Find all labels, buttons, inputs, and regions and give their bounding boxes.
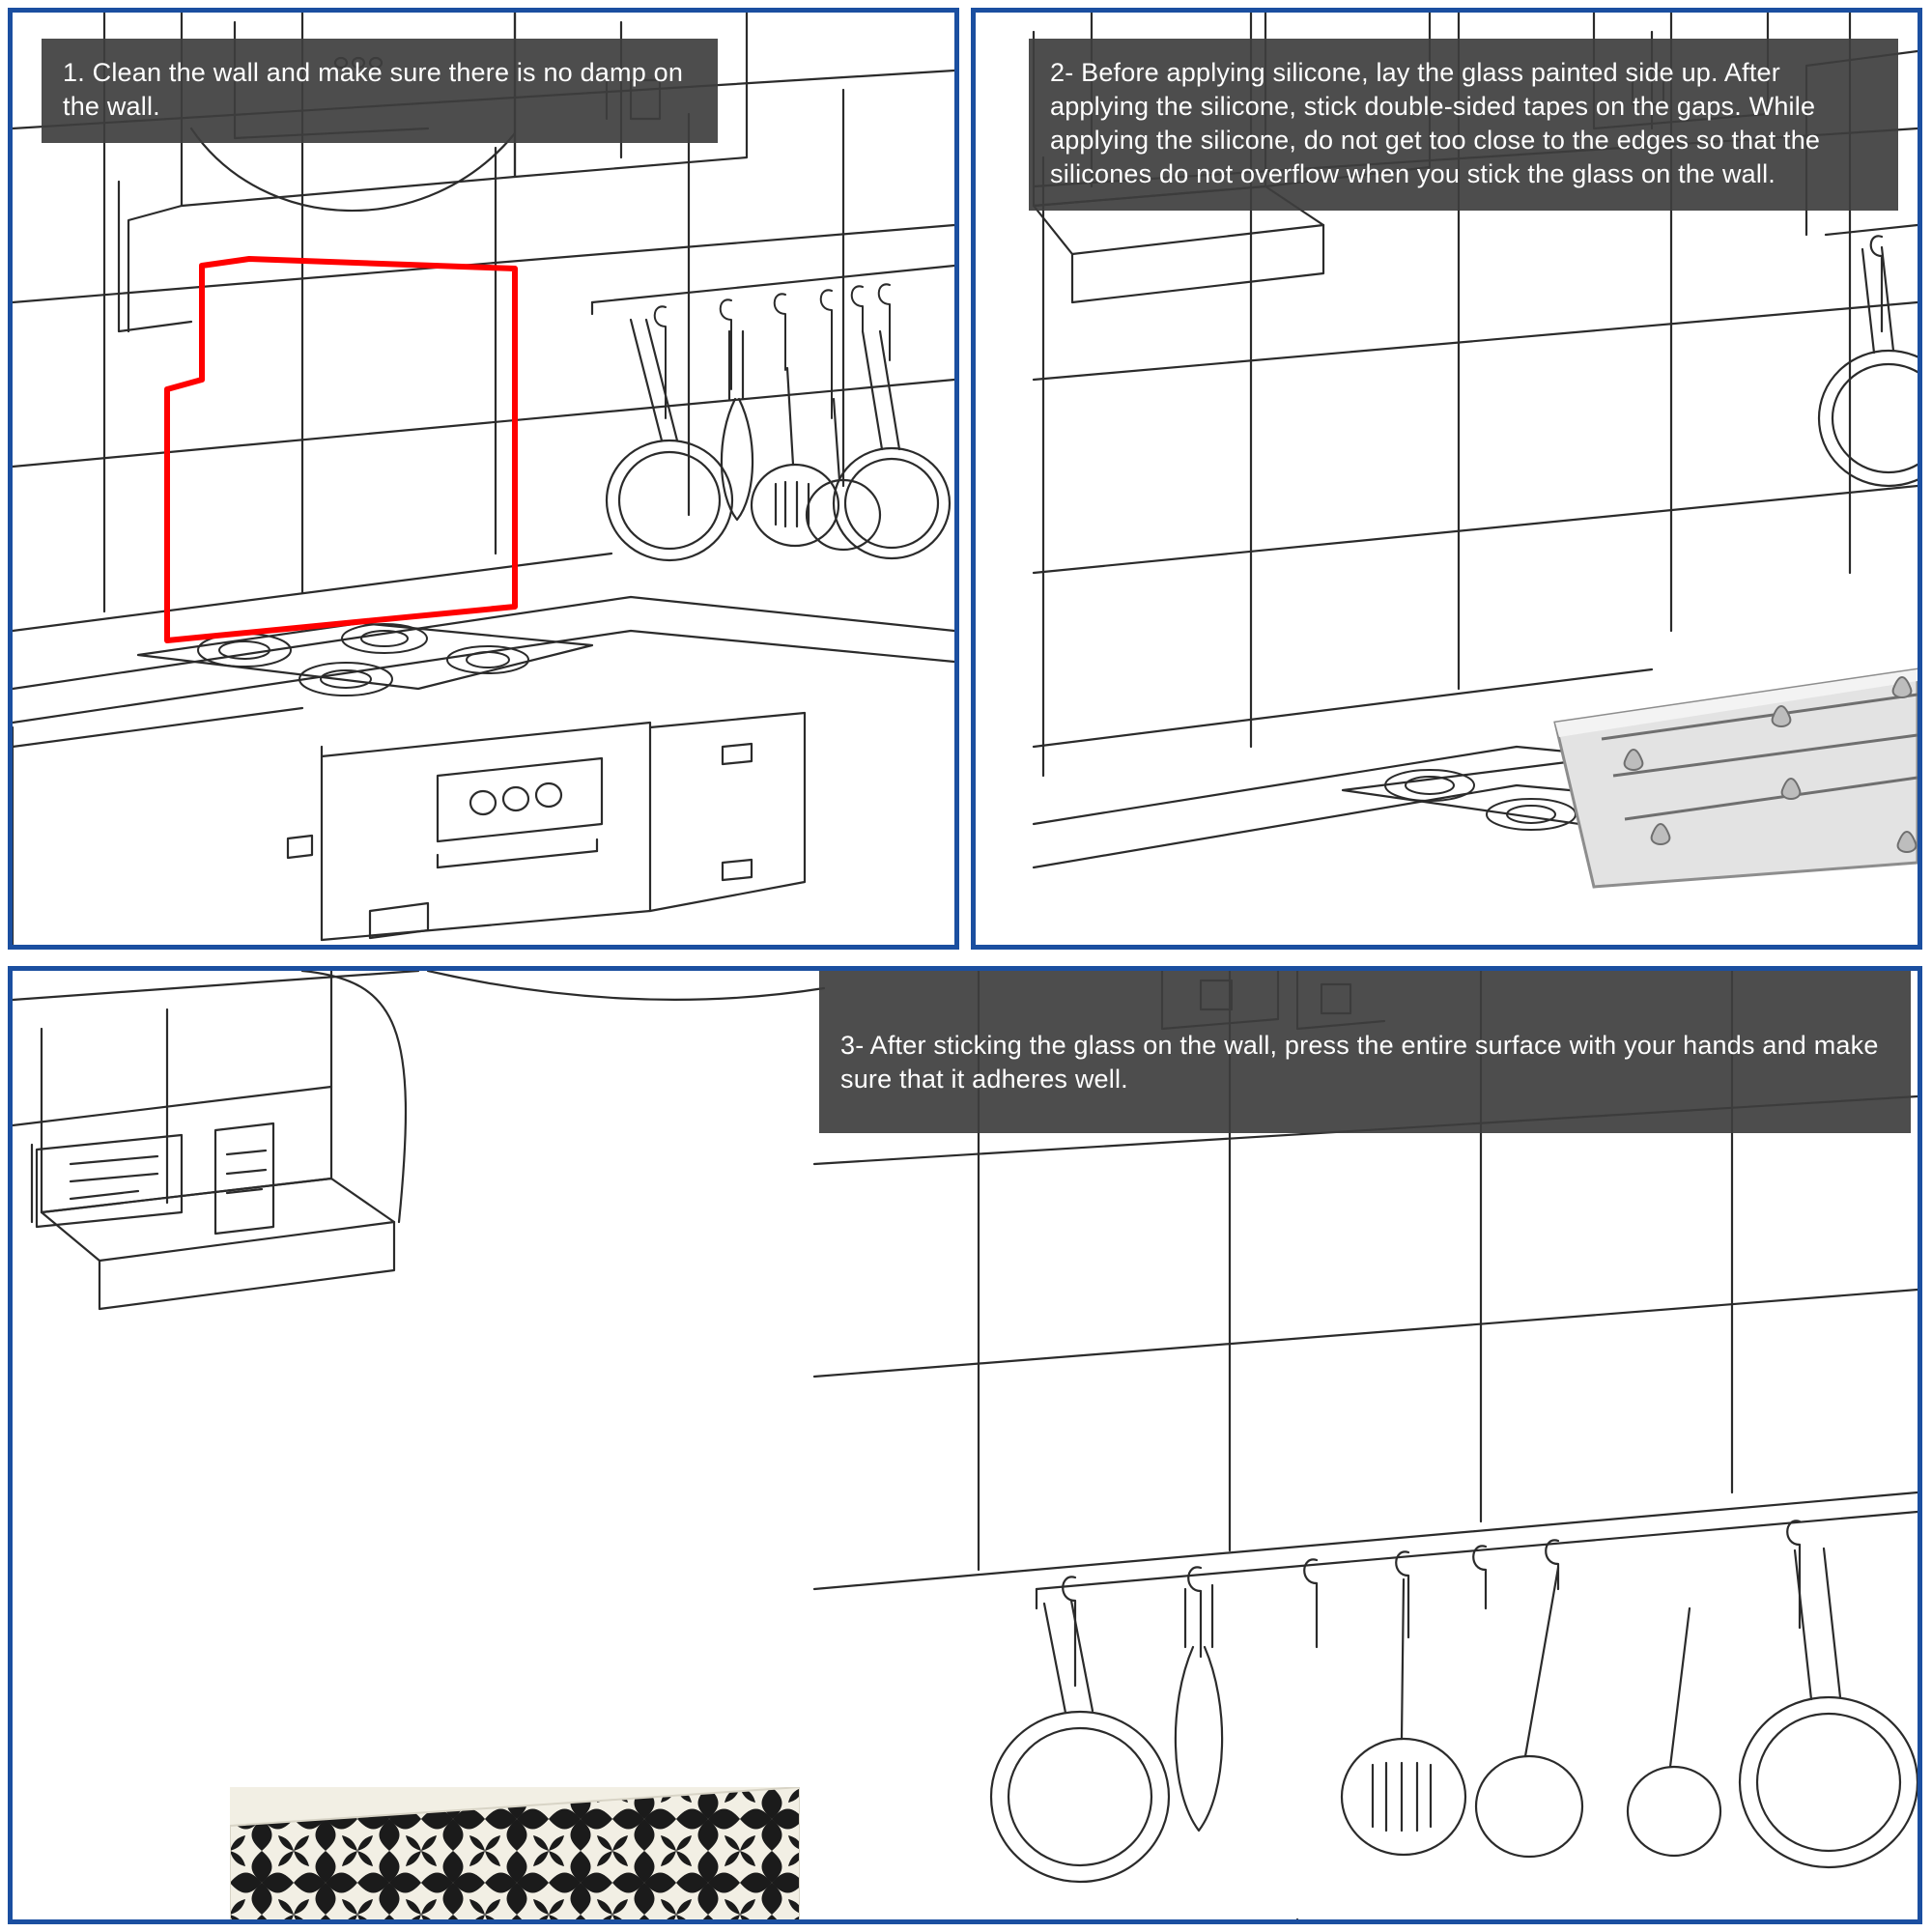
scene-step-1 [13, 13, 954, 945]
caption-step-3: 3- After sticking the glass on the wall, press the entire surface with your hands and make sure that it adheres well. [819, 966, 1911, 1133]
panel-step-2 [971, 8, 1922, 950]
wall-area-highlight [167, 259, 515, 640]
caption-step-1: 1. Clean the wall and make sure there is no damp on the wall. [42, 39, 718, 143]
panel-step-3 [8, 966, 1922, 1924]
panel-step-1 [8, 8, 959, 950]
patterned-glass-panel [230, 1787, 800, 1919]
caption-step-2: 2- Before applying silicone, lay the glass painted side up. After applying the silicone, stick double-sided tapes on the gaps. While applying the silicone, do not get too close to the edges so that the silicones do not overflow when you stick the glass on the wall. [1029, 39, 1898, 211]
